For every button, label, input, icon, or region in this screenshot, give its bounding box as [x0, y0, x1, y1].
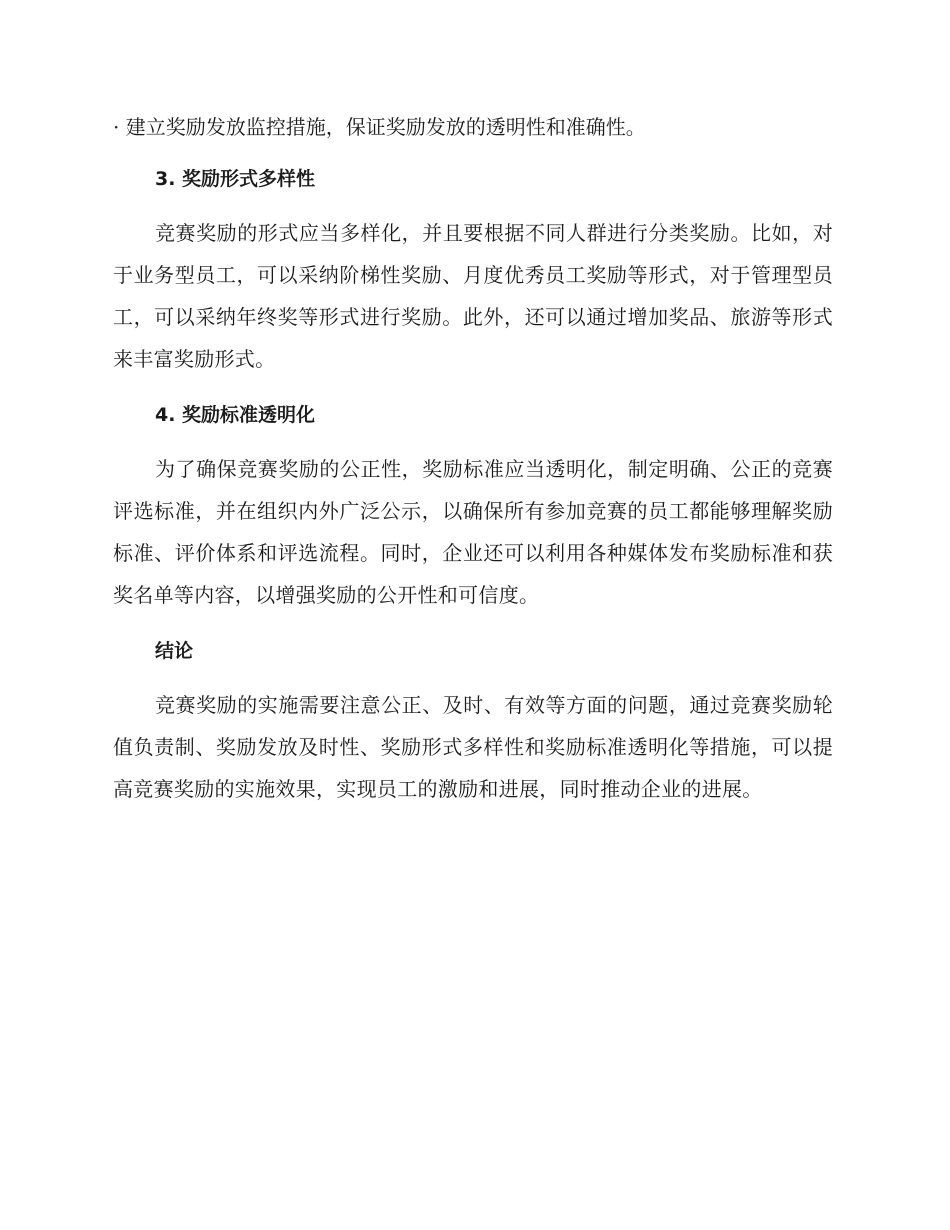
section-3-heading: 3. 奖励形式多样性 [155, 168, 316, 190]
section-4-paragraph: 为了确保竞赛奖励的公正性，奖励标准应当透明化，制定明确、公正的竞赛评选标准，并在组织内外广泛公示，以确保所有参加竞赛的员工都能够理解奖励标准、评价体系和评选流程。同时，企业还可以利用各种媒体发布奖励标准和获奖名单等内容，以增强奖励的公开性和可信度。 [113, 457, 833, 607]
section-4-heading: 4. 奖励标准透明化 [155, 404, 316, 426]
document-page [113, 106, 833, 824]
conclusion-paragraph: 竞赛奖励的实施需要注意公正、及时、有效等方面的问题，通过竞赛奖励轮值负责制、奖励发放及时性、奖励形式多样性和奖励标准透明化等措施，可以提高竞赛奖励的实施效果，实现员工的激励和进展，同时推动企业的进展。 [113, 693, 833, 801]
section-3-paragraph: 竞赛奖励的形式应当多样化，并且要根据不同人群进行分类奖励。比如，对于业务型员工，可以采纳阶梯性奖励、月度优秀员工奖励等形式，对于管理型员工，可以采纳年终奖等形式进行奖励。此外，还可以通过增加奖品、旅游等形式来丰富奖励形式。 [113, 221, 833, 371]
bullet-monitoring: · 建立奖励发放监控措施，保证奖励发放的透明性和准确性。 [113, 115, 646, 139]
conclusion-heading: 结论 [155, 640, 194, 662]
